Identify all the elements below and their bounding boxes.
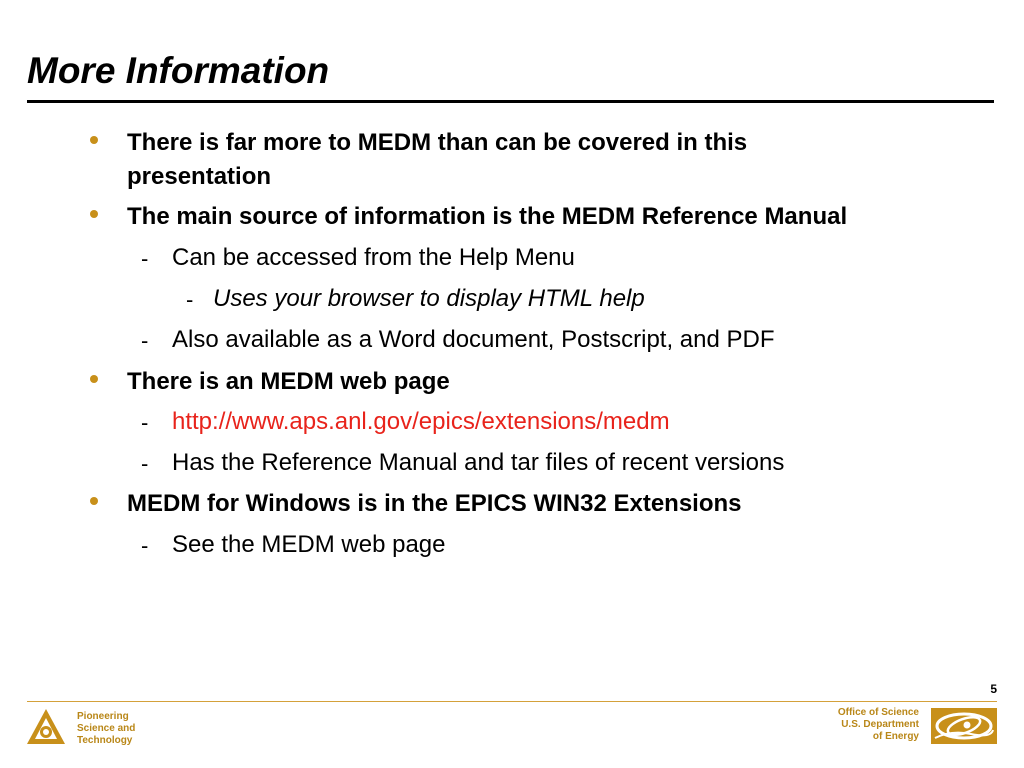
- sub-bullet-text: Also available as a Word document, Postscript, and PDF: [172, 326, 775, 353]
- bullet-text: MEDM for Windows is in the EPICS WIN32 Extensions: [127, 490, 742, 517]
- footer-right-line: Office of Science: [837, 707, 919, 718]
- bullet-dot: [90, 375, 98, 383]
- dash-marker: -: [186, 287, 194, 312]
- dash-marker: -: [141, 451, 149, 476]
- bullet-text: There is far more to MEDM than can be covered in this: [127, 129, 748, 156]
- bullet-dot: [90, 497, 98, 505]
- footer-left-line: Technology: [77, 735, 133, 746]
- bullet-text: The main source of information is the MEDM Reference Manual: [127, 203, 848, 230]
- dash-marker: -: [141, 410, 149, 435]
- sub-bullet-text: Has the Reference Manual and tar files of recent versions: [172, 449, 785, 476]
- footer-left-line: Pioneering: [77, 711, 129, 722]
- footer-right-tagline: [838, 707, 919, 743]
- medm-web-link[interactable]: http://www.aps.anl.gov/epics/extensions/medm: [172, 408, 670, 435]
- footer-left-tagline: [77, 711, 135, 747]
- footer-left-line: Science and: [77, 723, 136, 734]
- bullet-dot: [90, 210, 98, 218]
- footer-right-line: of Energy: [872, 731, 919, 742]
- bullet-text-continuation: presentation: [127, 163, 272, 190]
- bullet-text: There is an MEDM web page: [127, 368, 450, 395]
- sub-sub-bullet-text: Uses your browser to display HTML help: [213, 285, 645, 312]
- argonne-logo-icon: [26, 708, 66, 745]
- sub-bullet-text: Can be accessed from the Help Menu: [172, 244, 575, 271]
- page-number: 5: [990, 682, 997, 696]
- dash-marker: -: [141, 533, 149, 558]
- dash-marker: -: [141, 328, 149, 353]
- doe-logo-icon: [931, 708, 997, 744]
- footer-divider: [27, 701, 997, 702]
- footer-right-line: U.S. Department: [841, 719, 919, 730]
- dash-marker: -: [141, 246, 149, 271]
- sub-bullet-text: See the MEDM web page: [172, 531, 446, 558]
- bullet-dot: [90, 136, 98, 144]
- slide-title: More Information: [27, 50, 330, 91]
